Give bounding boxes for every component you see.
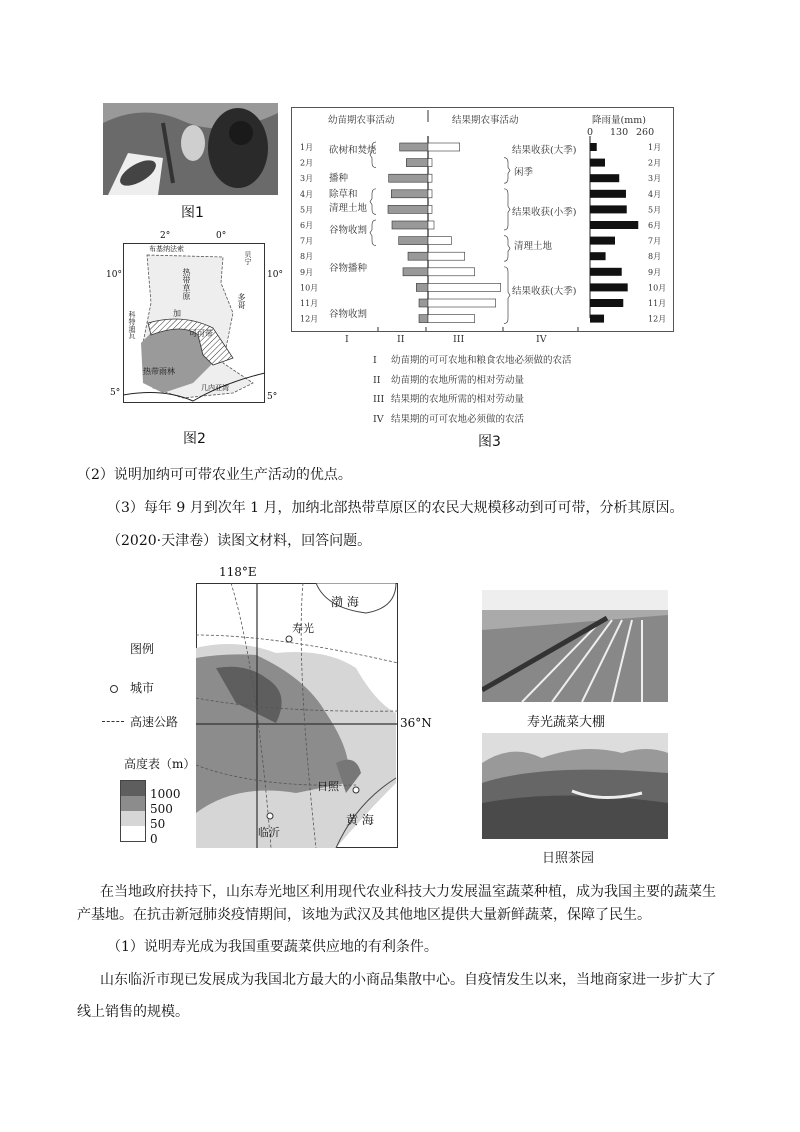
- legend-highway-icon: [102, 721, 124, 722]
- fruit-harvest-main: 结果收获(大季): [512, 145, 577, 156]
- brace: [504, 236, 510, 262]
- seedling-labor-bar: [416, 283, 428, 291]
- paragraph-2-line-1: 山东临沂市现已发展成为我国北方最大的小商品集散中心。自疫情发生以来，当地商家进一步扩大了: [100, 972, 716, 988]
- rainfall-bar: [590, 174, 619, 182]
- activity-clear: 清理土地: [329, 203, 368, 214]
- activity-sow: 播种: [329, 173, 349, 184]
- month-label: 10月: [300, 283, 319, 293]
- seedling-labor-bar: [403, 268, 428, 276]
- label-rainforest: 热带雨林: [143, 367, 175, 376]
- rainfall-bar: [590, 221, 638, 229]
- fruit-labor-bar: [428, 143, 460, 151]
- seedling-labor-bar: [406, 159, 428, 167]
- brace: [370, 220, 376, 246]
- column-label-2: II: [397, 334, 405, 345]
- month-label: 7月: [300, 236, 314, 246]
- month-label: 2月: [300, 158, 314, 168]
- month-label: 11月: [300, 299, 319, 308]
- shouguang-label: 寿光: [292, 622, 314, 635]
- month-label: 1月: [300, 143, 314, 152]
- month-label: 6月: [300, 221, 314, 230]
- rainfall-bar: [590, 283, 628, 291]
- rainfall-bar: [590, 190, 626, 198]
- legend-city: 城市: [130, 681, 155, 695]
- activity-sow-grain: 谷物播种: [329, 263, 368, 274]
- rainfall-bar: [590, 205, 627, 213]
- rainfall-bar: [590, 143, 597, 151]
- month-label-right: 5月: [648, 205, 662, 215]
- paragraph-1-line-2: 产基地。在抗击新冠肺炎疫情期间，该地为武汉及其他地区提供大量新鲜蔬菜，保障了民生。: [77, 907, 651, 923]
- elev-500: 500: [150, 802, 173, 816]
- cocoa-farmer-photo: [103, 103, 278, 195]
- label-lat-10-right: 10°: [267, 270, 283, 280]
- seedling-labor-bar: [389, 174, 428, 182]
- month-label: 4月: [300, 189, 314, 199]
- ghana-map: [123, 243, 265, 403]
- label-togo: 多哥: [237, 293, 246, 309]
- label-lon-2w: 2°: [160, 231, 171, 241]
- lon-label: 118°E: [219, 565, 257, 579]
- month-label-right: 6月: [648, 221, 662, 230]
- fruit-idle: 闲季: [514, 167, 534, 178]
- shandong-map: [196, 583, 398, 848]
- fruit-harvest-main-2: 结果收获(大季): [512, 286, 577, 297]
- label-lat-5-right: 5°: [267, 392, 278, 402]
- activity-harvest-grain-2: 谷物收割: [329, 309, 368, 320]
- brace: [370, 189, 376, 215]
- seedling-labor-bar: [399, 237, 428, 245]
- photo-caption-tea: 日照茶园: [542, 851, 595, 866]
- figure-3-chart: [291, 107, 674, 332]
- rainfall-bar: [590, 159, 605, 167]
- question-2: （2）说明加纳可可带农业生产活动的优点。: [77, 467, 352, 483]
- rainfall-bar: [590, 315, 604, 323]
- rainfall-bar: [590, 252, 606, 260]
- rainfall-bar: [590, 237, 615, 245]
- greenhouse-photo: [482, 590, 668, 702]
- seedling-labor-bar: [392, 221, 428, 229]
- fruit-labor-bar: [428, 159, 432, 167]
- paragraph-1-line-1: 在当地政府扶持下，山东寿光地区利用现代农业科技大力发展温室蔬菜种植，成为我国主要的蔬菜生: [100, 884, 716, 900]
- month-label: 12月: [300, 314, 319, 324]
- month-label: 3月: [300, 174, 314, 184]
- month-label-right: 10月: [648, 283, 667, 293]
- seedling-labor-bar: [388, 205, 428, 213]
- question-1: （1）说明寿光成为我国重要蔬菜供应地的有利条件。: [107, 939, 438, 955]
- fruit-labor-bar: [428, 205, 432, 213]
- month-label-right: 11月: [648, 299, 667, 308]
- figure-1-caption: 图1: [181, 205, 204, 221]
- month-label-right: 8月: [648, 252, 662, 262]
- month-label-right: 1月: [648, 143, 662, 152]
- month-label: 5月: [300, 205, 314, 215]
- fruit-labor-bar: [428, 252, 465, 260]
- brace: [504, 158, 510, 184]
- legend-city-icon: [110, 685, 118, 693]
- header-fruit: 结果期农事活动: [452, 115, 519, 126]
- activity-weed: 除草和: [329, 189, 358, 200]
- month-label-right: 12月: [648, 314, 667, 324]
- label-ghana: 加: [173, 309, 181, 318]
- fruit-labor-bar: [428, 315, 475, 323]
- figure-3-legend: [373, 352, 572, 430]
- fruit-labor-bar: [428, 190, 432, 198]
- seedling-labor-bar: [391, 190, 428, 198]
- paragraph-2-line-2: 线上销售的规模。: [77, 1004, 189, 1020]
- month-label-right: 9月: [648, 267, 662, 277]
- label-cote: 科特迪瓦: [128, 311, 136, 339]
- brace: [504, 267, 510, 324]
- month-label-right: 2月: [648, 158, 662, 168]
- fruit-labor-bar: [428, 299, 496, 307]
- rain-tick-0: 0: [587, 127, 594, 138]
- fruit-harvest-minor: 结果收获(小季): [512, 207, 577, 218]
- legend-item: III 结果期的农地所需的相对劳动量: [373, 394, 525, 405]
- rainfall-bar: [590, 268, 622, 276]
- label-benin: 贝宁: [244, 251, 252, 265]
- fruit-labor-bar: [428, 221, 434, 229]
- question-source: （2020·天津卷）读图文材料，回答问题。: [107, 533, 372, 549]
- column-label-3: III: [453, 334, 465, 345]
- brace: [504, 189, 510, 230]
- rizhao-label: 日照: [317, 780, 339, 793]
- legend-item: IV 结果期的可可农地必须做的农活: [373, 413, 525, 425]
- legend-item: II 幼苗期的农地所需的相对劳动量: [373, 374, 525, 386]
- activity-cut-burn: 砍树和焚烧: [329, 145, 377, 156]
- seedling-labor-bar: [419, 299, 428, 307]
- fruit-clear: 清理土地: [514, 241, 553, 252]
- label-lon-0: 0°: [216, 231, 227, 241]
- header-seedling: 幼苗期农事活动: [328, 115, 395, 126]
- legend-title: 图例: [130, 642, 155, 656]
- month-label-right: 4月: [648, 189, 662, 199]
- label-cocoa: 可可带: [189, 329, 213, 338]
- fruit-labor-bar: [428, 268, 475, 276]
- seedling-labor-bar: [419, 315, 428, 323]
- elev-0: 0: [150, 832, 158, 846]
- activity-harvest-grain: 谷物收割: [329, 225, 368, 236]
- bohai-label: 渤 海: [331, 595, 359, 609]
- column-label-1: I: [345, 334, 349, 345]
- header-rain: 降雨量(mm): [592, 115, 646, 126]
- label-burkina: 布基纳法索: [149, 245, 184, 253]
- photo-caption-greenhouse: 寿光蔬菜大棚: [527, 715, 606, 730]
- rain-tick-260: 260: [636, 127, 655, 138]
- linyi-label: 临沂: [258, 826, 280, 839]
- huanghai-label: 黄 海: [346, 813, 374, 827]
- label-lat-10: 10°: [106, 270, 122, 280]
- label-lat-5: 5°: [110, 388, 121, 398]
- column-label-4: IV: [536, 334, 547, 345]
- tea-garden-photo: [482, 733, 668, 839]
- month-label-right: 3月: [648, 174, 662, 184]
- figure-3-caption: 图3: [478, 434, 501, 450]
- seedling-labor-bar: [400, 143, 428, 151]
- label-savanna: 热带草原: [182, 268, 191, 300]
- elevation-scale: [120, 780, 146, 842]
- rain-tick-130: 130: [610, 127, 629, 138]
- fruit-labor-bar: [428, 174, 432, 182]
- rainfall-bar: [590, 299, 623, 307]
- seedling-labor-bar: [408, 252, 428, 260]
- question-3: （3）每年 9 月到次年 1 月，加纳北部热带草原区的农民大规模移动到可可带，分析其原因。: [107, 500, 684, 516]
- fruit-labor-bar: [428, 237, 451, 245]
- month-label-right: 7月: [648, 236, 662, 246]
- elev-1000: 1000: [150, 787, 181, 801]
- label-gulf: 几内亚湾: [201, 384, 229, 392]
- elevation-title: 高度表（m）: [124, 757, 196, 771]
- figure-2-caption: 图2: [183, 431, 206, 447]
- elev-50: 50: [150, 817, 166, 831]
- month-label: 8月: [300, 252, 314, 262]
- lat-label: 36°N: [400, 716, 432, 730]
- fruit-labor-bar: [428, 283, 501, 291]
- month-label: 9月: [300, 267, 314, 277]
- legend-item: I 幼苗期的可可农地和粮食农地必须做的农活: [373, 355, 572, 366]
- legend-highway: 高速公路: [130, 715, 179, 729]
